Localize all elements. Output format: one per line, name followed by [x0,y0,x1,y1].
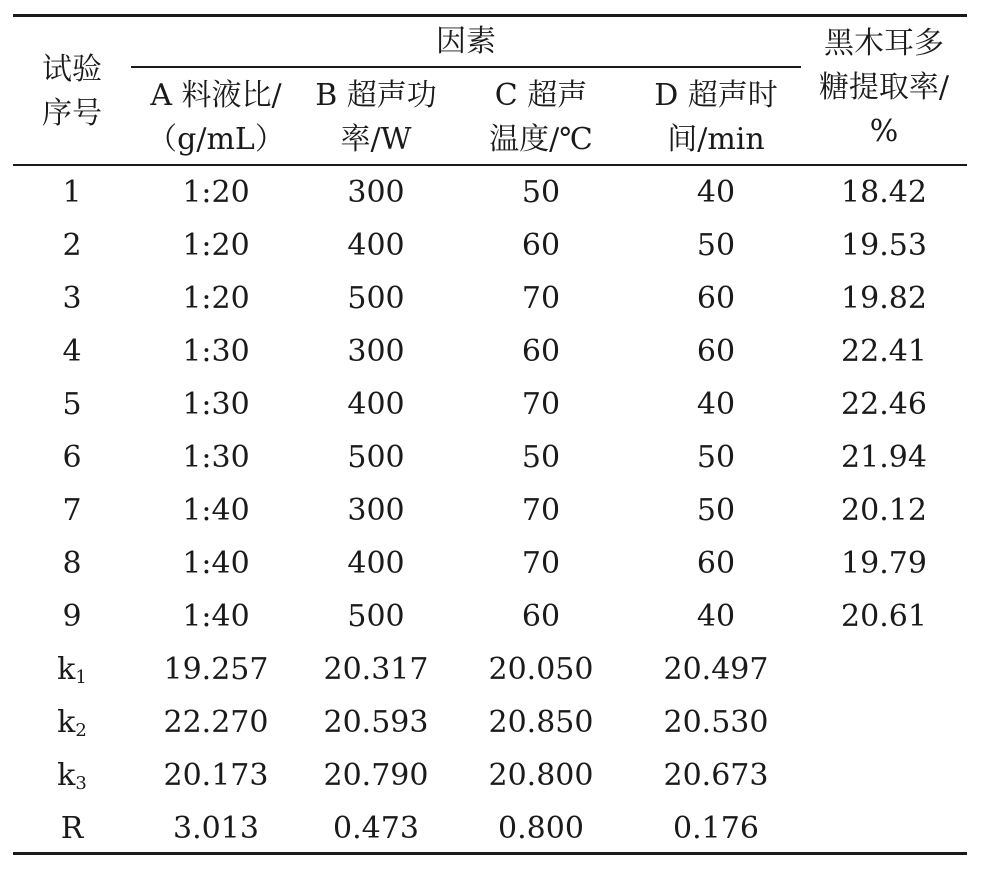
cell-no: 8 [62,546,82,581]
header-factors-group: 因素 [436,24,496,59]
cell-a: 1:30 [182,334,250,369]
cell-d: 60 [696,546,736,581]
cell-b: 500 [347,281,405,316]
cell-a: 1:40 [182,546,250,581]
cell-c: 20.050 [488,652,594,687]
cell-c: 20.850 [488,705,594,740]
cell-c: 70 [521,493,561,528]
cell-a: 1:40 [182,493,250,528]
cell-stat-label: R [60,811,84,846]
cell-c: 70 [521,281,561,316]
cell-c: 60 [521,334,561,369]
header-col-d: D 超声时 间/min [654,78,778,157]
cell-c: 0.800 [498,811,584,846]
cell-no: 9 [62,599,82,634]
cell-b: 300 [347,334,405,369]
cell-a: 19.257 [163,652,269,687]
header-trial-no: 试验 序号 [42,52,102,131]
cell-b: 20.317 [323,652,429,687]
cell-no: 5 [62,387,82,422]
cell-d: 60 [696,281,736,316]
cell-d: 0.176 [673,811,759,846]
cell-no: 1 [62,175,82,210]
cell-a: 1:20 [182,228,250,263]
cell-c: 50 [521,440,561,475]
cell-a: 22.270 [163,705,269,740]
cell-y: 22.41 [841,334,927,369]
cell-d: 50 [696,440,736,475]
cell-a: 1:30 [182,440,250,475]
cell-b: 0.473 [333,811,419,846]
cell-c: 50 [521,175,561,210]
cell-a: 3.013 [173,811,259,846]
cell-d: 50 [696,228,736,263]
cell-a: 1:20 [182,175,250,210]
cell-c: 70 [521,546,561,581]
header-col-b: B 超声功 率/W [315,78,437,157]
table-top-rule [13,14,967,17]
cell-y: 22.46 [841,387,927,422]
cell-y: 20.61 [841,599,927,634]
cell-b: 500 [347,599,405,634]
cell-b: 400 [347,546,405,581]
cell-b: 400 [347,387,405,422]
cell-a: 1:20 [182,281,250,316]
cell-d: 60 [696,334,736,369]
cell-c: 60 [521,599,561,634]
cell-a: 1:40 [182,599,250,634]
cell-b: 500 [347,440,405,475]
cell-d: 50 [696,493,736,528]
cell-a: 20.173 [163,758,269,793]
cell-y: 20.12 [841,493,927,528]
cell-d: 40 [696,599,736,634]
header-col-a: A 料液比/ （g/mL） [147,78,285,157]
cell-b: 300 [347,493,405,528]
cell-stat-label: $k_3$ [57,758,87,794]
cell-c: 70 [521,387,561,422]
factors-group-rule [131,66,801,68]
cell-d: 40 [696,175,736,210]
cell-y: 19.53 [841,228,927,263]
cell-y: 19.79 [841,546,927,581]
cell-no: 6 [62,440,82,475]
cell-c: 60 [521,228,561,263]
cell-b: 300 [347,175,405,210]
cell-d: 20.530 [663,705,769,740]
cell-b: 20.790 [323,758,429,793]
cell-d: 20.497 [663,652,769,687]
cell-no: 7 [62,493,82,528]
cell-b: 20.593 [323,705,429,740]
cell-y: 21.94 [841,440,927,475]
header-col-c: C 超声 温度/℃ [489,78,593,157]
cell-d: 20.673 [663,758,769,793]
cell-a: 1:30 [182,387,250,422]
cell-stat-label: $k_1$ [57,652,87,688]
cell-d: 40 [696,387,736,422]
cell-y: 19.82 [841,281,927,316]
cell-no: 4 [62,334,82,369]
cell-b: 400 [347,228,405,263]
header-col-yield: 黑木耳多 糖提取率/ % [818,26,950,149]
cell-no: 2 [62,228,82,263]
cell-c: 20.800 [488,758,594,793]
cell-stat-label: $k_2$ [57,705,87,741]
orthogonal-test-table [13,14,967,858]
cell-y: 18.42 [841,175,927,210]
cell-no: 3 [62,281,82,316]
